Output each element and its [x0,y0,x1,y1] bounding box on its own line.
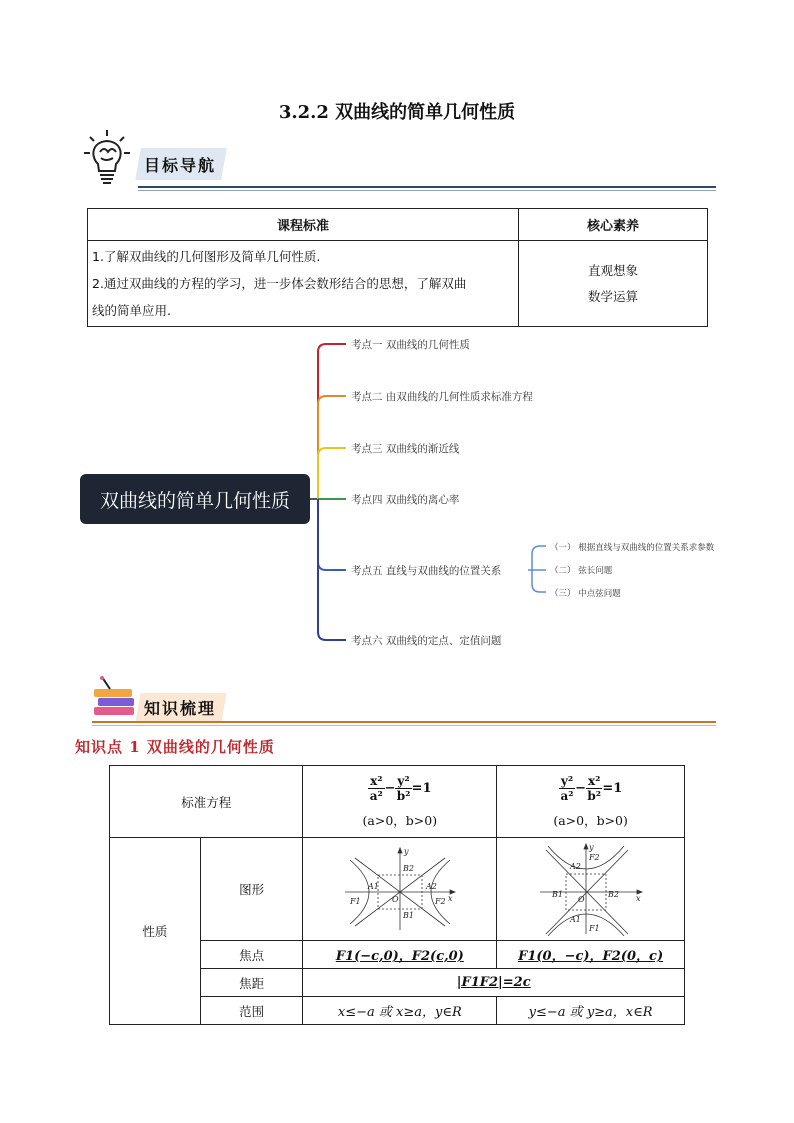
divider [92,721,716,723]
goals-header-standard: 课程标准 [88,209,519,241]
graph-label: y [588,843,594,852]
equation-vertical: $\frac{\text{y²}}{\text{a²}}$ − $\frac{\text{x²}}{\text{b²}}$ =1 (a>0，b>0) [497,766,685,838]
mindmap-sub-branch: （三） 中点弦问题 [550,589,621,599]
eq-den: b² [396,789,411,803]
standard-line: 1.了解双曲线的几何图形及简单几何性质. [92,249,321,264]
graph-label: F2 [434,897,446,906]
eq-rhs: =1 [411,781,432,796]
graph-label: x [447,894,453,903]
divider [92,725,716,726]
row-label: 范围 [200,997,303,1025]
banner-label: 目标导航 [144,156,217,175]
mindmap-root: 双曲线的简单几何性质 [80,474,310,524]
goals-table [87,208,708,327]
mindmap-branch: 考点五 直线与双曲线的位置关系 [351,565,502,577]
properties-table [109,765,685,1025]
graph-vertical-cell [497,838,685,941]
page-title: 3.2.2 双曲线的简单几何性质 [278,102,516,123]
mindmap-sub-branch: （二） 弦长问题 [550,566,613,576]
literacy-item: 直观想象 [587,262,638,278]
goals-standards-cell [88,241,519,327]
literacy-item: 数学运算 [587,288,638,304]
property-label: 性质 [110,838,201,1025]
goals-header-literacy: 核心素养 [519,209,708,241]
section-banner-knowledge [82,675,717,735]
foci-vertical: F1(0，−c)，F2(0，c) [497,941,685,969]
divider [138,190,716,191]
equation-horizontal: $\frac{\text{x²}}{\text{a²}}$ − $\frac{\text{y²}}{\text{b²}}$ =1 (a>0，b>0) [303,766,497,838]
range-horizontal: x≤−a 或 x≥a，y∈R [303,997,497,1025]
hyperbola-horizontal-graph [340,844,460,934]
graph-label: F1 [349,897,361,906]
mindmap-branch: 考点六 双曲线的定点、定值问题 [351,635,502,647]
row-label: 焦点 [200,941,303,969]
graph-label: F1 [588,924,600,933]
graph-label: O [577,895,585,904]
graph-label: A1 [367,882,379,891]
eq-num: x² [587,774,601,788]
banner-label: 知识梳理 [144,699,217,718]
graph-label: A2 [425,882,437,891]
eq-num: x² [370,774,383,788]
graph-label: A1 [569,915,581,924]
divider [138,186,716,188]
eq-den: a² [560,789,574,803]
graph-horizontal-cell [303,838,497,941]
graph-label: B2 [607,890,619,899]
lightbulb-icon [82,128,132,186]
graph-label: B1 [402,911,414,920]
standard-line: 线的简单应用. [92,303,171,318]
row-label: 焦距 [200,969,303,997]
graph-label: A2 [569,862,581,871]
row-label: 图形 [200,838,303,941]
mindmap-branch: 考点二 由双曲线的几何性质求标准方程 [351,391,533,403]
graph-label: F2 [588,853,600,862]
mindmap-branch: 考点一 双曲线的几何性质 [351,339,470,351]
std-eq-label: 标准方程 [110,766,303,838]
eq-den: b² [587,789,602,803]
hyperbola-vertical-graph [536,842,646,936]
eq-num: y² [560,774,574,788]
graph-label: O [391,895,399,904]
eq-condition: (a>0，b>0) [362,813,438,828]
graph-label: y [403,847,409,856]
eq-num: y² [397,774,410,788]
focal-distance: |F1F2|=2c [303,969,685,997]
graph-label: B1 [551,890,563,899]
mindmap-branch: 考点三 双曲线的渐近线 [351,443,460,455]
range-vertical: y≤−a 或 y≥a，x∈R [497,997,685,1025]
eq-den: a² [369,789,383,803]
foci-horizontal: F1(−c,0)，F2(c,0) [303,941,497,969]
standard-line: 2.通过双曲线的方程的学习，进一步体会数形结合的思想，了解双曲 [92,276,467,291]
eq-rhs: =1 [602,781,623,796]
graph-label: B2 [402,864,414,873]
section-banner-goals [82,128,717,188]
mindmap-sub-branch: （一） 根据直线与双曲线的位置关系求参数 [550,543,715,553]
goals-literacy-cell [519,241,708,327]
books-icon [90,675,140,721]
graph-label: x [635,894,641,903]
mindmap-branch: 考点四 双曲线的离心率 [351,494,460,506]
knowledge-point-title: 知识点 1 双曲线的几何性质 [75,738,275,756]
eq-condition: (a>0，b>0) [553,813,628,828]
